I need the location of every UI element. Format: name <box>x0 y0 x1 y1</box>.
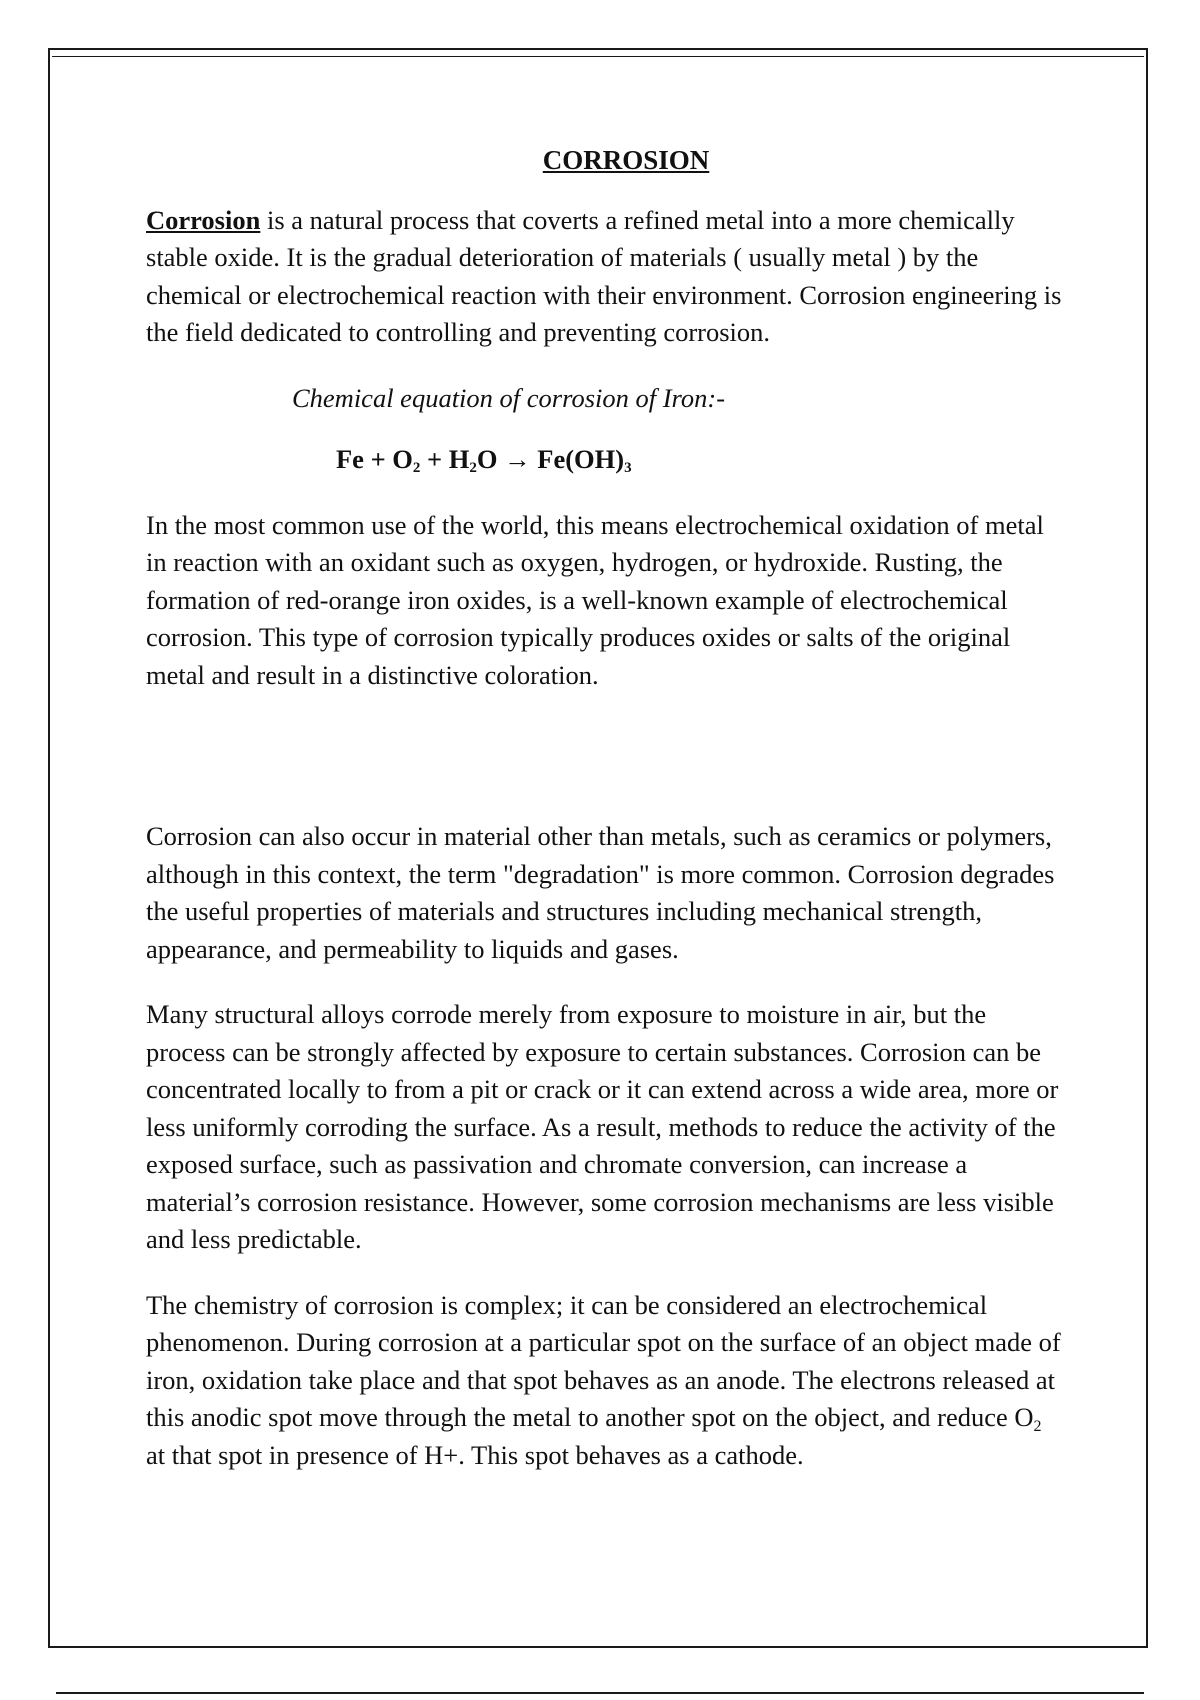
chemistry-text-before: The chemistry of corrosion is complex; it can be considered an electrochemical phenomenon. During corrosion at a particular spot on the surface of an object made of iron, oxidation take place and that spot behaves as an anode. The electrons released at this anodic spot move through the metal to another spot on the object, and reduce O <box>146 1289 1061 1432</box>
chemistry-subscript: 2 <box>1033 1418 1042 1435</box>
paragraph-chemistry <box>146 1287 1066 1475</box>
equation-part-3: O → Fe(OH) <box>476 444 625 474</box>
intro-text: is a natural process that coverts a refined metal into a more chemically stable oxide. It is the gradual deterioration of materials ( usually metal ) by the chemical or electrochemical reaction with their environment. Corrosion engineering is the field dedicated to controlling and preventing corrosion. <box>146 204 1062 347</box>
chemical-equation <box>336 441 1066 479</box>
equation-subscript-1: 2 <box>412 460 421 476</box>
chemistry-text-after: at that spot in presence of H+. This spot behaves as a cathode. <box>146 1439 804 1470</box>
equation-subscript-3: 3 <box>624 460 632 476</box>
paragraph-rusting: In the most common use of the world, this means electrochemical oxidation of metal in reaction with an oxidant such as oxygen, hydrogen, or hydroxide. Rusting, the formation of red-orange iron oxides, is a well-known example of electrochemical corrosion. This type of corrosion typically produces oxides or salts of the original metal and result in a distinctive coloration. <box>146 509 1044 690</box>
equation-part-2: + H <box>420 444 470 474</box>
equation-part-1: Fe + O <box>336 444 413 474</box>
intro-paragraph <box>146 202 1066 352</box>
paragraph-non-metals: Corrosion can also occur in material other than metals, such as ceramics or polymers, although in this context, the term "degradation" is more common. Corrosion degrades the useful properties of materials and structures including mechanical strength, appearance, and permeability to liquids and gases. <box>146 821 1055 964</box>
equation-subscript-2: 2 <box>469 460 477 476</box>
intro-term: Corrosion <box>146 204 261 235</box>
section-gap <box>146 722 1066 818</box>
footer-rule <box>56 1692 1144 1694</box>
document-body <box>146 142 1066 1502</box>
page-title: CORROSION <box>542 145 710 175</box>
equation-caption: Chemical equation of corrosion of Iron:- <box>292 382 726 413</box>
paragraph-alloys: Many structural alloys corrode merely from exposure to moisture in air, but the process can be strongly affected by exposure to certain substances. Corrosion can be concentrated locally to from a pit or crack or it can extend across a wide area, more or less uniformly corroding the surface. As a result, methods to reduce the activity of the exposed surface, such as passivation and chromate conversion, can increase a material’s corrosion resistance. However, some corrosion mechanisms are less visible and less predictable. <box>146 999 1059 1254</box>
